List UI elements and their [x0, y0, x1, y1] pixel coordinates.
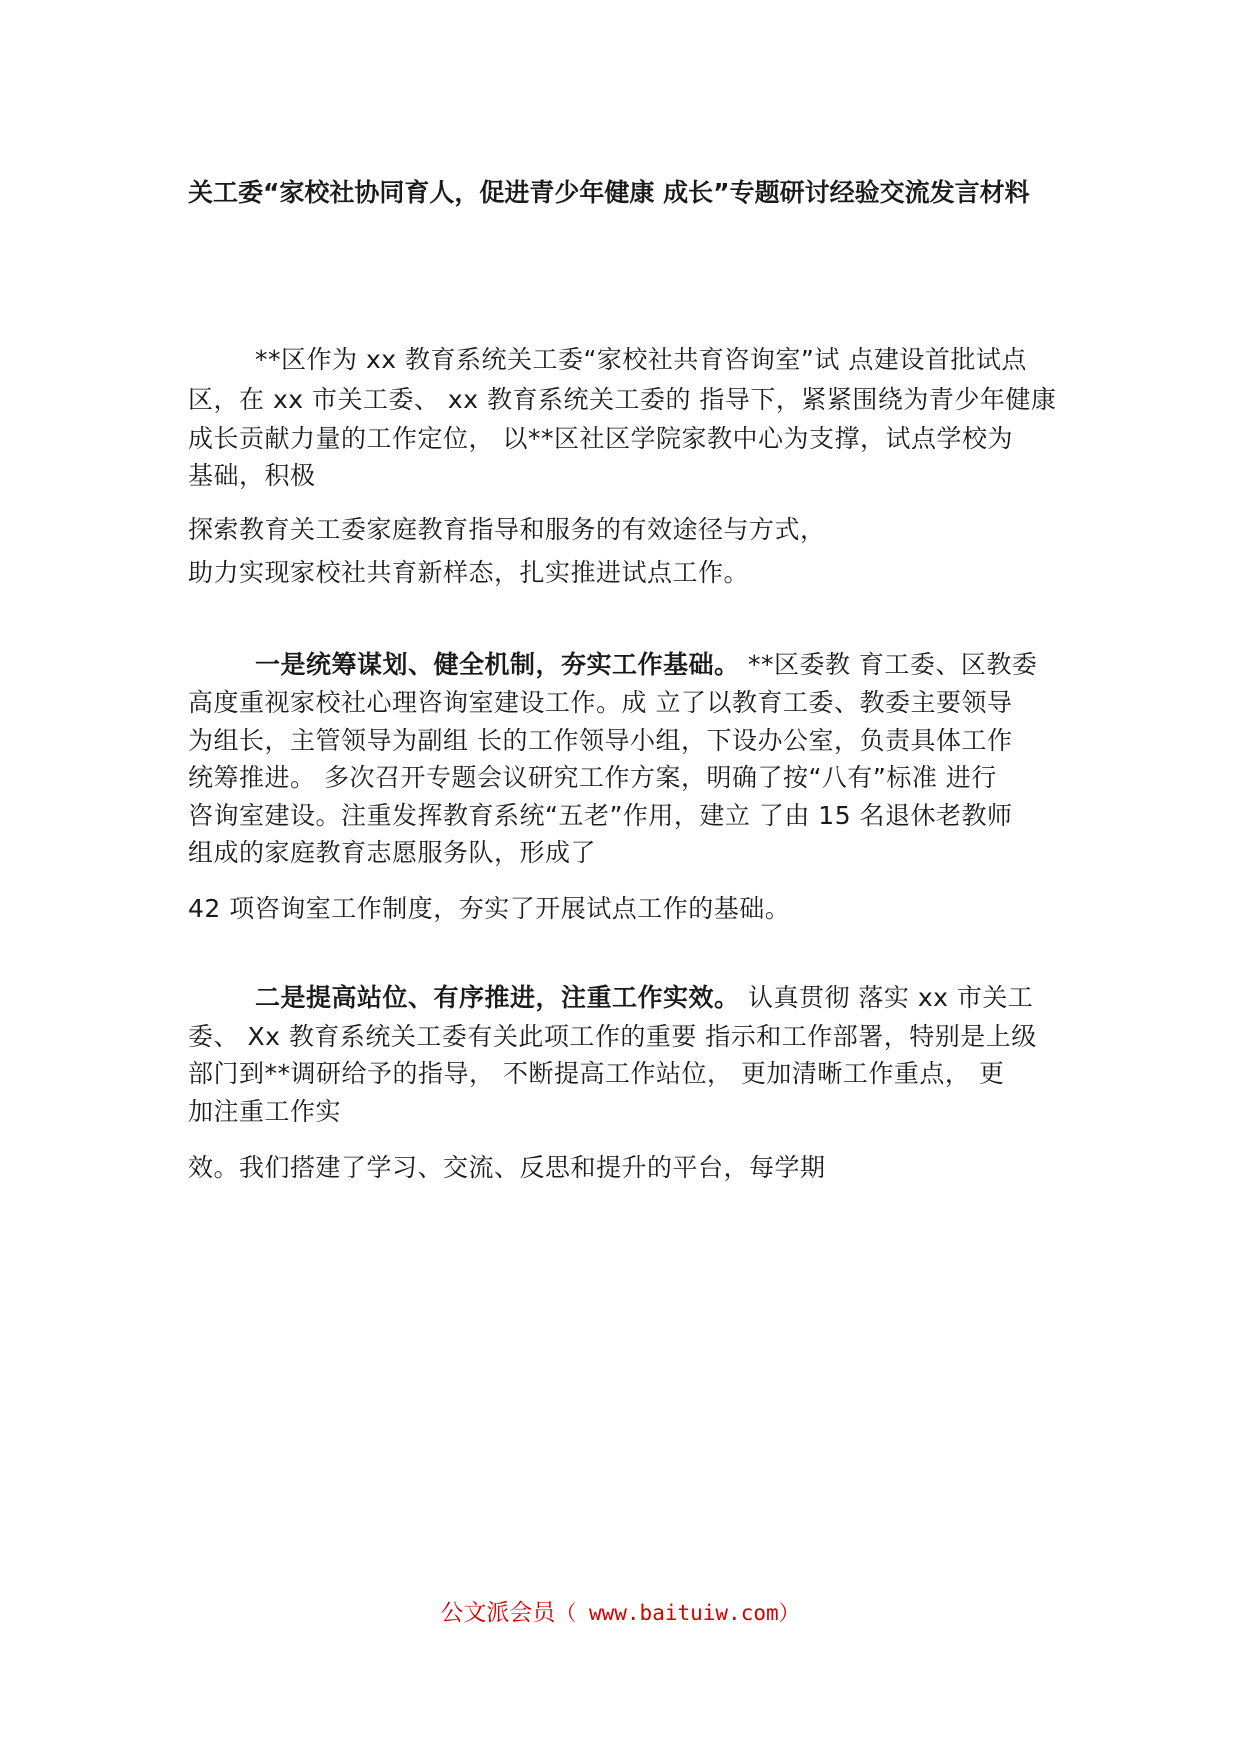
section-2-first-line [255, 978, 1033, 1018]
section-2-heading: 二是提高站位、有序推进，注重工作实效。 [255, 983, 740, 1012]
section-2-line-1: 认真贯彻 落实 xx 市关工 [739, 983, 1034, 1012]
section-2-line-3: 部门到**调研给予的指导， 不断提高工作站位， 更加清晰工作重点， 更 [188, 1059, 1005, 1088]
section-2-cont-line-1: 效。我们搭建了学习、交流、反思和提升的平台，每学期 [188, 1153, 826, 1182]
paragraph-2-line-2: 助力实现家校社共育新样态，扎实推进试点工作。 [188, 558, 750, 587]
section-1-line-3: 为组长，主管领导为副组 长的工作领导小组，下设办公室，负责具体工作 [188, 726, 1013, 755]
section-1-heading: 一是统筹谋划、健全机制，夯实工作基础。 [255, 650, 740, 679]
paragraph-1-line-3: 成长贡献力量的工作定位， 以**区社区学院家教中心为支撑，试点学校为 [188, 424, 1013, 453]
paragraph-1-line-2: 区，在 xx 市关工委、 xx 教育系统关工委的 指导下，紧紧围绕为青少年健康 [188, 385, 1057, 414]
document-title: 关工委“家校社协同育人，促进青少年健康 成长”专题研讨经验交流发言材料 [188, 178, 1030, 207]
section-1-line-4: 统筹推进。 多次召开专题会议研究工作方案，明确了按“八有”标准 进行 [188, 763, 997, 792]
section-2-line-2: 委、 Xx 教育系统关工委有关此项工作的重要 指示和工作部署，特别是上级 [188, 1022, 1037, 1051]
paragraph-1-line-1: **区作为 xx 教育系统关工委“家校社共育咨询室”试 点建设首批试点 [255, 345, 1027, 374]
section-1-cont-line-1: 42 项咨询室工作制度，夯实了开展试点工作的基础。 [188, 894, 791, 923]
footer-brand: 公文派会员 [440, 1600, 556, 1626]
paragraph-2-line-1: 探索教育关工委家庭教育指导和服务的有效途径与方式， [188, 515, 826, 544]
section-1-line-1: **区委教 育工委、区教委 [739, 650, 1038, 679]
section-2-line-4: 加注重工作实 [188, 1097, 342, 1126]
paragraph-1-line-4: 基础，积极 [188, 461, 316, 490]
footer-watermark [0, 1594, 1240, 1627]
footer-url[interactable]: （ www.baituiw.com） [555, 1601, 800, 1625]
section-1-line-6: 组成的家庭教育志愿服务队，形成了 [188, 838, 597, 867]
section-1-line-2: 高度重视家校社心理咨询室建设工作。成 立了以教育工委、教委主要领导 [188, 688, 1013, 717]
section-1-line-5: 咨询室建设。注重发挥教育系统“五老”作用，建立 了由 15 名退休老教师 [188, 801, 1013, 830]
section-1-first-line [255, 645, 1037, 685]
